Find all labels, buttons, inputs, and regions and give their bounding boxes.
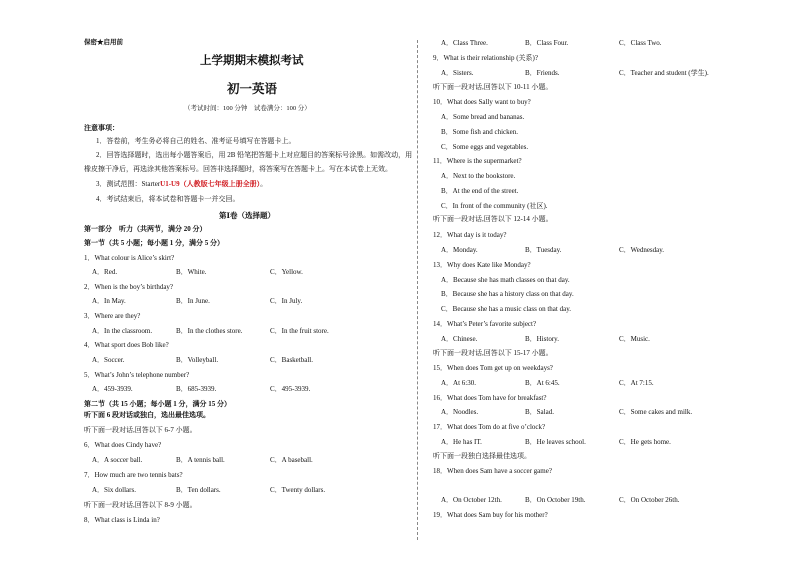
- q5-option-a[interactable]: A．459-3939.: [92, 385, 133, 393]
- q10-option-c[interactable]: C．Some eggs and vegetables.: [441, 143, 529, 151]
- q8-option-b[interactable]: B．Class Four.: [525, 39, 569, 47]
- question-2: 2．When is the boy’s birthday?: [84, 283, 174, 291]
- notes-heading: 注意事项：: [84, 124, 119, 132]
- q9-option-b[interactable]: B．Friends.: [525, 69, 560, 77]
- q15-option-b[interactable]: B．At 6:45.: [525, 379, 560, 387]
- q1-option-b[interactable]: B．White.: [176, 268, 207, 276]
- section-2-instruction: 听下面 6 段对话或独白，选出最佳选项。: [84, 411, 210, 419]
- secret-label: 保密★启用前: [84, 39, 123, 46]
- q17-option-b[interactable]: B．He leaves school.: [525, 438, 586, 446]
- q14-option-c[interactable]: C．Music.: [619, 335, 650, 343]
- q13-option-c[interactable]: C．Because she has a music class on that day.: [441, 305, 571, 313]
- q1-option-a[interactable]: A．Red.: [92, 268, 118, 276]
- question-17: 17．What does Tom do at five o’clock?: [433, 423, 546, 431]
- question-1: 1．What colour is Alice’s skirt?: [84, 254, 175, 262]
- q8-option-c[interactable]: C．Class Two.: [619, 39, 662, 47]
- note-3-range: U1-U9（人教版七年级上册全册）: [160, 180, 261, 188]
- q7-option-a[interactable]: A．Six dollars.: [92, 486, 136, 494]
- question-15: 15．When does Tom get up on weekdays?: [433, 364, 553, 372]
- q1-option-c[interactable]: C．Yellow.: [270, 268, 303, 276]
- q4-option-b[interactable]: B．Volleyball.: [176, 356, 219, 364]
- q6-option-b[interactable]: B．A tennis ball.: [176, 456, 225, 464]
- q3-option-c[interactable]: C．In the fruit store.: [270, 327, 329, 335]
- q3-option-b[interactable]: B．In the clothes store.: [176, 327, 243, 335]
- q6-option-c[interactable]: C．A baseball.: [270, 456, 313, 464]
- q15-option-c[interactable]: C．At 7:15.: [619, 379, 654, 387]
- q9-option-c[interactable]: C．Teacher and student (学生).: [619, 69, 709, 77]
- q12-option-c[interactable]: C．Wednesday.: [619, 246, 665, 254]
- q16-option-c[interactable]: C．Some cakes and milk.: [619, 408, 693, 416]
- note-1: 1．答卷前，考生务必将自己的姓名、准考证号填写在答题卡上。: [96, 137, 296, 145]
- q11-option-c[interactable]: C．In front of the community (社区).: [441, 202, 548, 210]
- question-19: 19．What does Sam buy for his mother?: [433, 511, 548, 519]
- dialogue-10-11-instruction: 听下面一段对话,回答以下 10-11 小题。: [433, 83, 553, 91]
- question-11: 11．Where is the supermarket?: [433, 157, 522, 165]
- note-2-line-2: 橡皮擦干净后，再选涂其他答案标号。回答非选择题时，将答案写在答题卡上。写在本试卷上无效。: [84, 165, 392, 173]
- q18-option-a[interactable]: A．On October 12th.: [441, 496, 502, 504]
- q7-option-b[interactable]: B．Ten dollars.: [176, 486, 221, 494]
- question-10: 10．What does Sally want to buy?: [433, 98, 531, 106]
- question-14: 14．What’s Peter’s favorite subject?: [433, 320, 537, 328]
- question-3: 3．Where are they?: [84, 312, 141, 320]
- question-16: 16．What does Tom have for breakfast?: [433, 394, 547, 402]
- question-12: 12．What day is it today?: [433, 231, 507, 239]
- question-6: 6．What does Cindy have?: [84, 441, 162, 449]
- note-3-suffix: 。: [260, 180, 268, 188]
- question-8: 8．What class is Linda in?: [84, 516, 160, 524]
- q7-option-c[interactable]: C．Twenty dollars.: [270, 486, 326, 494]
- note-3: [96, 181, 267, 188]
- q18-option-b[interactable]: B．On October 19th.: [525, 496, 586, 504]
- q10-option-b[interactable]: B．Some fish and chicken.: [441, 128, 518, 136]
- q16-option-a[interactable]: A．Noodles.: [441, 408, 479, 416]
- exam-info: （考试时间：100 分钟 试卷满分：100 分）: [184, 105, 311, 112]
- column-divider: [417, 40, 418, 540]
- question-18: 18．When does Sam have a soccer game?: [433, 467, 552, 475]
- q4-option-a[interactable]: A．Soccer.: [92, 356, 125, 364]
- q5-option-b[interactable]: B．685-3939.: [176, 385, 217, 393]
- volume-heading: 第Ⅰ卷（选择题）: [219, 211, 276, 220]
- monologue-instruction: 听下面一段独白选择最佳选项。: [433, 452, 531, 460]
- q18-option-c[interactable]: C．On October 26th.: [619, 496, 680, 504]
- note-4: 4．考试结束后，将本试卷和答题卡一并交回。: [96, 195, 240, 203]
- q6-option-a[interactable]: A．A soccer ball.: [92, 456, 143, 464]
- q2-option-c[interactable]: C．In July.: [270, 297, 303, 305]
- note-2-line-1: 2．回答选择题时，选出每小题答案后，用 2B 铅笔把答题卡上对应题目的答案标号涂黑。如需改动，用: [96, 151, 413, 159]
- q13-option-b[interactable]: B．Because she has a history class on that day.: [441, 290, 574, 298]
- note-3-prefix: 3．测试范围：Starter: [96, 180, 161, 188]
- q17-option-c[interactable]: C．He gets home.: [619, 438, 671, 446]
- q2-option-a[interactable]: A．In May.: [92, 297, 126, 305]
- section-1-heading: 第一节（共 5 小题；每小题 1 分，满分 5 分）: [84, 239, 224, 247]
- q14-option-a[interactable]: A．Chinese.: [441, 335, 478, 343]
- part-1-heading: 第一部分 听力（共两节，满分 20 分）: [84, 225, 207, 233]
- q8-option-a[interactable]: A．Class Three.: [441, 39, 488, 47]
- q17-option-a[interactable]: A．He has IT.: [441, 438, 482, 446]
- q3-option-a[interactable]: A．In the classroom.: [92, 327, 153, 335]
- question-7: 7．How much are two tennis bats?: [84, 471, 183, 479]
- dialogue-8-9-instruction: 听下面一段对话,回答以下 8-9 小题。: [84, 501, 197, 509]
- exam-title: 上学期期末模拟考试: [200, 53, 304, 67]
- dialogue-6-7-instruction: 听下面一段对话,回答以下 6-7 小题。: [84, 426, 197, 434]
- question-4: 4．What sport does Bob like?: [84, 341, 169, 349]
- section-2-heading: 第二节（共 15 小题；每小题 1 分，满分 15 分）: [84, 400, 231, 408]
- q12-option-a[interactable]: A．Monday.: [441, 246, 478, 254]
- exam-subject: 初一英语: [227, 81, 278, 96]
- q13-option-a[interactable]: A．Because she has math classes on that day.: [441, 276, 570, 284]
- q11-option-b[interactable]: B．At the end of the street.: [441, 187, 519, 195]
- question-13: 13．Why does Kate like Monday?: [433, 261, 531, 269]
- q10-option-a[interactable]: A．Some bread and bananas.: [441, 113, 525, 121]
- dialogue-12-14-instruction: 听下面一段对话,回答以下 12-14 小题。: [433, 215, 553, 223]
- question-5: 5．What’s John’s telephone number?: [84, 371, 190, 379]
- q4-option-c[interactable]: C．Basketball.: [270, 356, 313, 364]
- dialogue-15-17-instruction: 听下面一段对话,回答以下 15-17 小题。: [433, 349, 553, 357]
- q5-option-c[interactable]: C．495-3939.: [270, 385, 311, 393]
- q15-option-a[interactable]: A．At 6:30.: [441, 379, 476, 387]
- q14-option-b[interactable]: B．History.: [525, 335, 559, 343]
- question-9: 9．What is their relationship (关系)?: [433, 54, 538, 62]
- q16-option-b[interactable]: B．Salad.: [525, 408, 554, 416]
- q12-option-b[interactable]: B．Tuesday.: [525, 246, 562, 254]
- q9-option-a[interactable]: A．Sisters.: [441, 69, 474, 77]
- q2-option-b[interactable]: B．In June.: [176, 297, 210, 305]
- q11-option-a[interactable]: A．Next to the bookstore.: [441, 172, 516, 180]
